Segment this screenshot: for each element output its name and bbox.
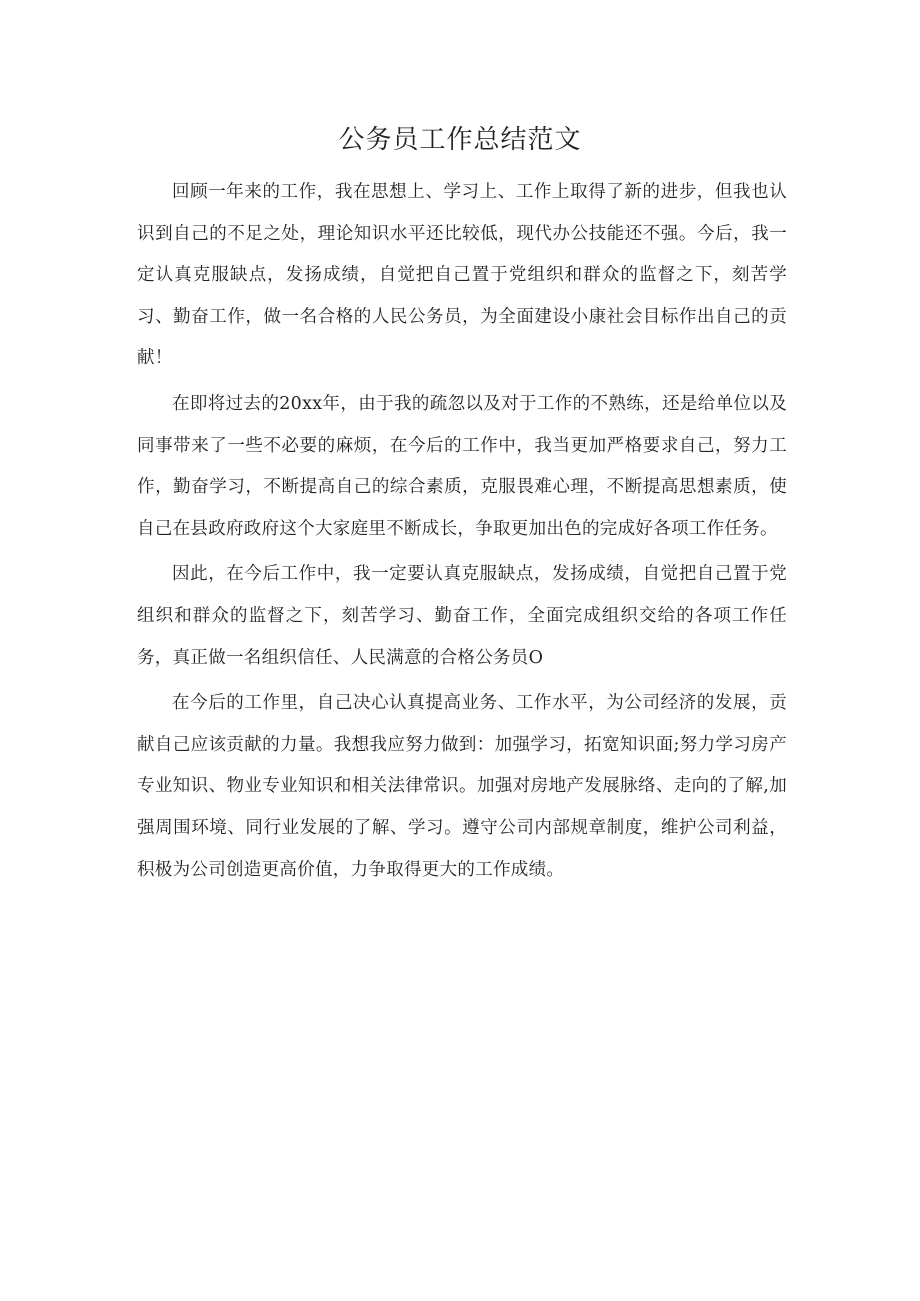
document-title: 公务员工作总结范文 [338,125,582,155]
paragraph-3: 因此，在今后工作中，我一定要认真克服缺点，发扬成绩，自觉把自己置于党组织和群众的监督之下，刻苦学习、勤奋工作，全面完成组织交给的各项工作任务，真正做一名组织信任、人民满意的合格公务员O [137,564,787,668]
paragraph-2: 在即将过去的20xx年，由于我的疏忽以及对于工作的不熟练，还是给单位以及同事带来了一些不必要的麻烦，在今后的工作中，我当更加严格要求自己，努力工作，勤奋学习，不断提高自己的综合素质，克服畏难心理，不断提高思想素质，使自己在县政府政府这个大家庭里不断成长，争取更加出色的完成好各项工作任务。 [137,393,787,539]
document-body [137,172,787,895]
paragraph-1: 回顾一年来的工作，我在思想上、学习上、工作上取得了新的进步，但我也认识到自己的不足之处，理论知识水平还比较低，现代办公技能还不强。今后，我一定认真克服缺点，发扬成绩，自觉把自己置于党组织和群众的监督之下，刻苦学习、勤奋工作，做一名合格的人民公务员，为全面建设小康社会目标作出自己的贡献！ [137,182,787,369]
paragraph-4: 在今后的工作里，自己决心认真提高业务、工作水平，为公司经济的发展，贡献自己应该贡献的力量。我想我应努力做到：加强学习，拓宽知识面;努力学习房产专业知识、物业专业知识和相关法律常识。加强对房地产发展脉络、走向的了解,加强周围环境、同行业发展的了解、学习。遵守公司内部规章制度，维护公司利益，积极为公司创造更高价值，力争取得更大的工作成绩。 [137,693,787,880]
